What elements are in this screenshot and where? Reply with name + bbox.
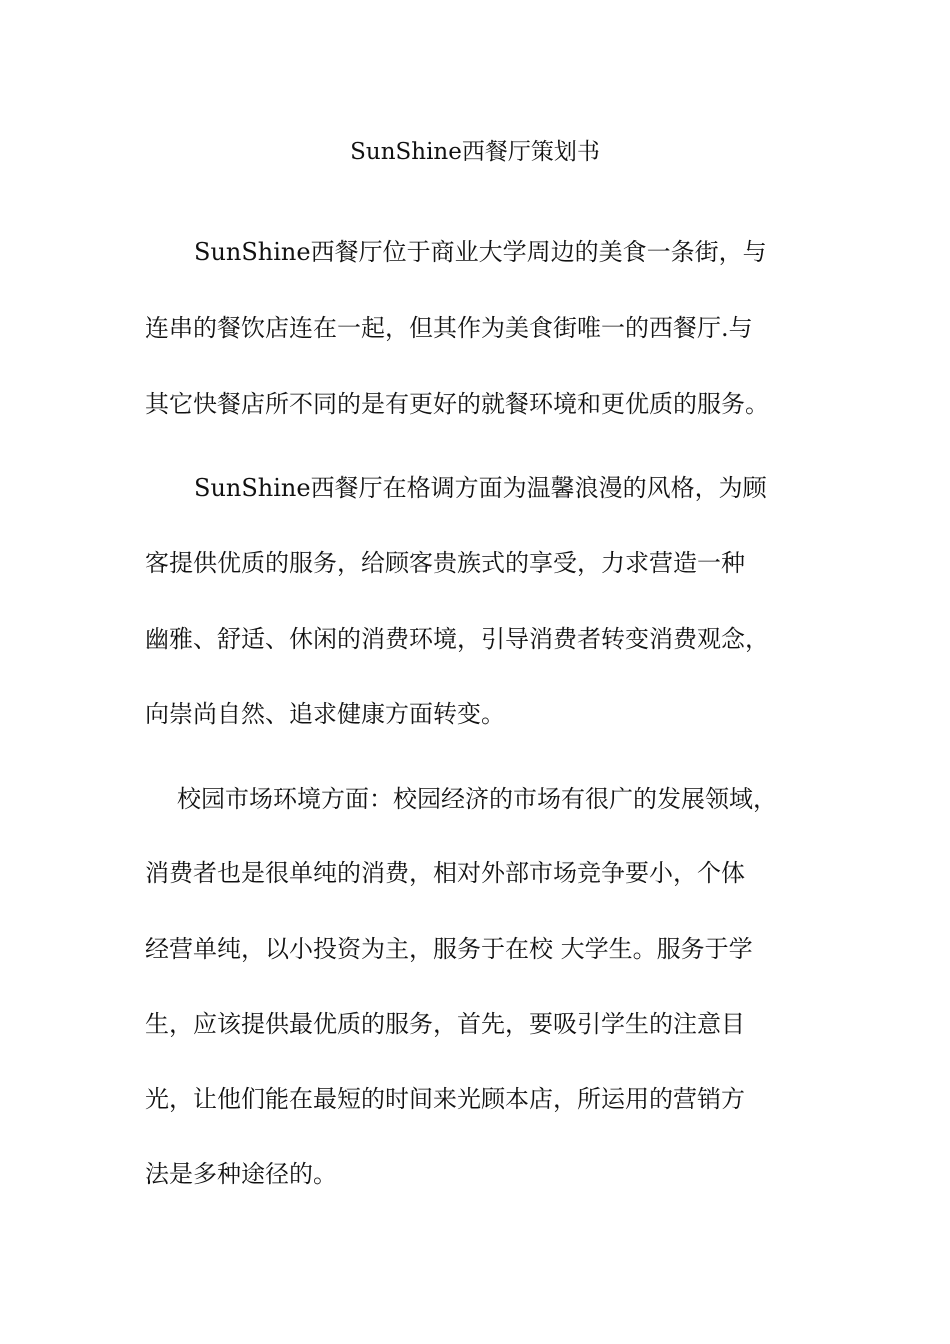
paragraph-2-line-2: 客提供优质的服务，给顾客贵族式的享受，力求营造一种	[145, 549, 745, 577]
document-title: SunShine西餐厅策划书	[350, 139, 600, 165]
paragraph-2-line-4: 向崇尚自然、追求健康方面转变。	[145, 700, 505, 728]
paragraph-1-line-3: 其它快餐店所不同的是有更好的就餐环境和更优质的服务。	[145, 390, 769, 418]
paragraph-2-line-1: SunShine西餐厅在格调方面为温馨浪漫的风格，为顾	[194, 474, 767, 502]
paragraph-3-line-3: 经营单纯，以小投资为主，服务于在校 大学生。服务于学	[145, 935, 753, 963]
paragraph-2-line-3: 幽雅、舒适、休闲的消费环境，引导消费者转变消费观念，	[145, 625, 769, 653]
paragraph-3-line-6: 法是多种途径的。	[145, 1160, 337, 1188]
paragraph-3-line-5: 光，让他们能在最短的时间来光顾本店，所运用的营销方	[145, 1085, 745, 1113]
paragraph-1-line-2: 连串的餐饮店连在一起，但其作为美食街唯一的西餐厅.与	[145, 314, 753, 342]
paragraph-3-line-1: 校园市场环境方面：校园经济的市场有很广的发展领域，	[177, 785, 777, 813]
paragraph-3-line-2: 消费者也是很单纯的消费，相对外部市场竞争要小，个体	[145, 859, 745, 887]
paragraph-3-line-4: 生，应该提供最优质的服务，首先，要吸引学生的注意目	[145, 1010, 745, 1038]
paragraph-1-line-1: SunShine西餐厅位于商业大学周边的美食一条街，与	[194, 238, 767, 266]
